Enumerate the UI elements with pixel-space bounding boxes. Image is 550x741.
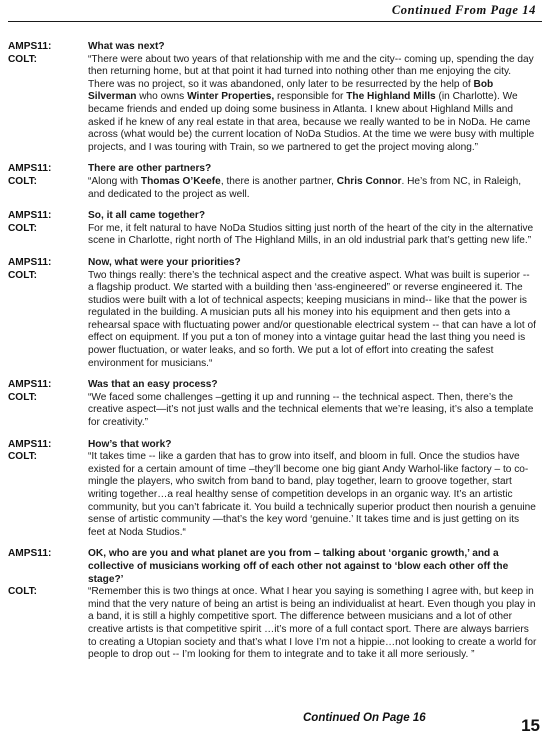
question-row [8,210,538,223]
answer-text: “There were about two years of that relationship with me and the city-- coming up, spending the day then returning home, but at that point it had turned into nothing other than me enjoying the city. There was no project, so it was abandoned, only later to be resurrected by the help of Bob Silverman who owns Winter Properties, responsible for The Highland Mills (in Charlotte). We became friends and ended up doing some business in Atlanta. I knew about Highland Mills and asked if he knew of any real estate in that area, because we really wanted to be in NoDa. He came across (what would be) the current location of NoDa Studios. At the time we were busy with multiple projects, and I was touring with Train, so we partnered to get the project moving along.” [88,53,535,153]
interviewee-label: COLT: [8,269,38,281]
interview-exchange [8,163,538,201]
answer-text: Two things really: there’s the technical aspect and the creative aspect. What was built is superior -- a flagship product. We started with a building then ‘ass-engineered” or reverse engineered it. The studios were built with a lot of technical aspects; keeping musicians in mind-- like that the power is regulated in the building. A musician puts all his money into his equipment and then gets into a rehearsal space with fluctuating power and/or questionable electrical system -- that can have a lot of effect on equipment. If you put a ton of money into a vintage guitar head the last thing you need is power fluctuation, or water leaks, and so forth. We put a lot of effort into creating the safest environment for musicians.“ [88,269,536,369]
answer-row [8,586,538,662]
name-highlight: The Highland Mills [346,91,436,103]
question-text: OK, who are you and what planet are you from – talking about ‘organic growth,’ and a collective of musicians working off of each other not against to ‘blow each other off the stage?’ [88,548,509,585]
name-highlight: Winter Properties, [187,91,275,103]
interviewer-label: AMPS11: [8,41,52,52]
question-row [8,41,538,54]
header-rule [8,21,542,22]
interview-body [8,41,538,671]
interview-exchange [8,548,538,661]
interviewer-label: AMPS11: [8,548,52,560]
continued-on-label: Continued On Page 16 [303,712,426,724]
answer-row [8,270,538,371]
question-text: What was next? [88,41,165,52]
question-row [8,257,538,270]
interviewee-label: COLT: [8,53,38,65]
interviewer-label: AMPS11: [8,210,52,222]
page-header [0,0,550,22]
question-text: Now, what were your priorities? [88,256,241,268]
question-text: So, it all came together? [88,210,206,222]
interviewee-label: COLT: [8,222,38,234]
interview-exchange [8,439,538,540]
interview-exchange [8,257,538,370]
answer-row [8,392,538,430]
interview-exchange [8,210,538,248]
interviewee-label: COLT: [8,451,38,463]
question-row [8,548,538,586]
interviewee-label: COLT: [8,175,38,187]
interviewer-label: AMPS11: [8,163,52,175]
answer-row [8,223,538,248]
interviewee-label: COLT: [8,391,38,403]
interviewer-label: AMPS11: [8,256,52,268]
question-row [8,439,538,452]
question-row [8,379,538,392]
interview-exchange [8,41,538,154]
question-text: Was that an easy process? [88,379,218,391]
name-highlight: Chris Connor [336,175,402,187]
answer-text: “It takes time -- like a garden that has to grow into itself, and bloom in full. Once the studios have existed for a certain amount of time –they’ll become one big giant Andy Warhol-like factory – to co-mingle the players, who switch from band to band, play together, learn to groove together, start writing together…a real healthy sense of competition develops in an organic way. It’s an artistic community, but you can’t fabricate it. You build a technically superior product then nourish a genuine sense of artistic community —that’s the key word ‘genuine.’ It takes time and is just getting on its feet at Noda Studios.“ [88,451,536,538]
interview-exchange [8,379,538,429]
question-row [8,163,538,176]
answer-text: For me, it felt natural to have NoDa Studios sitting just north of the heart of the city in the alternative scene in Charlotte, right north of The Highland Mills, in an old industrial park that’s getting new life.” [88,222,534,247]
answer-text: “We faced some challenges –getting it up and running -- the technical aspect. Then, there’s the creative aspect—it’s not just walls and the technical elements that we’re leasing, it’s also a template for creativity.” [88,391,534,429]
answer-row [8,54,538,155]
question-text: There are other partners? [88,163,212,175]
answer-row [8,176,538,201]
interviewer-label: AMPS11: [8,438,52,450]
answer-text: “Along with Thomas O’Keefe, there is another partner, Chris Connor. He’s from NC, in Raleigh, and dedicated to the project as well. [88,175,522,200]
continued-from-label: Continued From Page 14 [391,3,536,17]
page-number: 15 [521,716,540,735]
interviewer-label: AMPS11: [8,379,52,391]
interviewee-label: COLT: [8,586,38,598]
question-text: How’s that work? [88,438,172,450]
name-highlight: Bob Silverman [88,78,494,103]
answer-row [8,451,538,539]
name-highlight: Thomas O’Keefe [140,175,221,187]
answer-text: “Remember this is two things at once. What I hear you saying is something I agree with, but keep in mind that the very nature of being an artist is being an individualist at heart. Even though you play in a band, it is still a highly competitive sport. The difference between musicians and a lot of other creative artists is that competitive spirit …it’s more of a full contact sport. There are always barriers to creating a Utopian society and that’s what I love I’m not a hippie…not looking to create a world for people to drop out -- I’m looking for them to integrate and to take it all more seriously. ” [88,586,537,661]
